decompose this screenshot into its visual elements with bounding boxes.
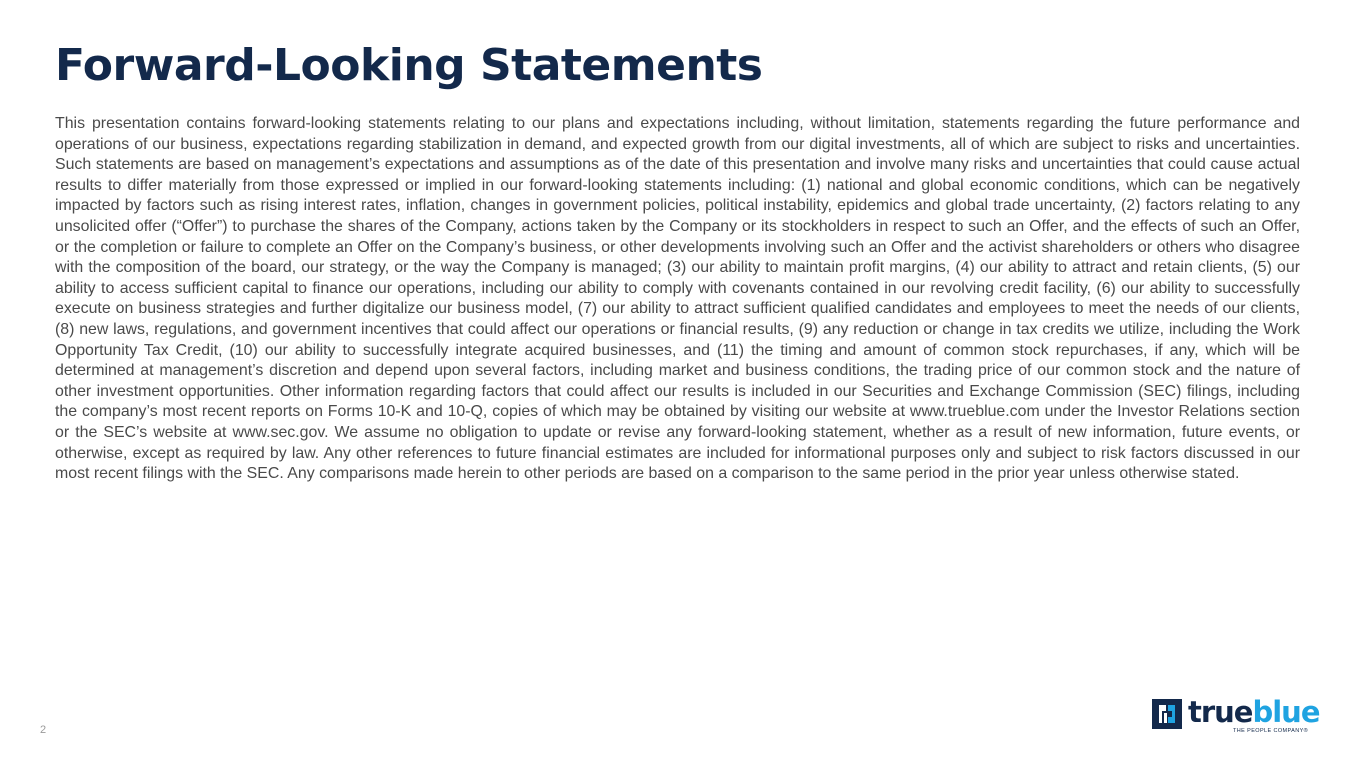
- trueblue-logo-mark-icon: [1152, 699, 1182, 729]
- logo-word-blue: blue: [1252, 695, 1320, 729]
- trueblue-logo: [1150, 697, 1320, 739]
- logo-wordmark: [1188, 695, 1320, 729]
- disclaimer-paragraph: This presentation contains forward-looking statements relating to our plans and expectations including, without limitation, statements regarding the future performance and operations of our business, expectations regarding stabilization in demand, and expected growth from our digital investments, all of which are subject to risks and uncertainties. Such statements are based on management’s expectations and assumptions as of the date of this presentation and involve many risks and uncertainties that could cause actual results to differ materially from those expressed or implied in our forward-looking statements including: (1) national and global economic conditions, which can be negatively impacted by factors such as rising interest rates, inflation, changes in government policies, political instability, epidemics and global trade uncertainty, (2) factors relating to any unsolicited offer (“Offer”) to purchase the shares of the Company, actions taken by the Company or its stockholders in respect to such an Offer, and the effects of such an Offer, or the completion or failure to complete an Offer on the Company’s business, or other developments involving such an Offer and the activist shareholders or others who disagree with the composition of the board, our strategy, or the way the Company is managed; (3) our ability to maintain profit margins, (4) our ability to attract and retain clients, (5) our ability to access sufficient capital to finance our operations, including our ability to comply with covenants contained in our revolving credit facility, (6) our ability to successfully execute on business strategies and further digitalize our business model, (7) our ability to attract sufficient qualified candidates and employees to meet the needs of our clients, (8) new laws, regulations, and government incentives that could affect our operations or financial results, (9) any reduction or change in tax credits we utilize, including the Work Opportunity Tax Credit, (10) our ability to successfully integrate acquired businesses, and (11) the timing and amount of common stock repurchases, if any, which will be determined at management’s discretion and depend upon several factors, including market and business conditions, the trading price of our common stock and the nature of other investment opportunities. Other information regarding factors that could affect our results is included in our Securities and Exchange Commission (SEC) filings, including the company’s most recent reports on Forms 10-K and 10-Q, copies of which may be obtained by visiting our website at www.trueblue.com under the Investor Relations section or the SEC’s website at www.sec.gov. We assume no obligation to update or revise any forward-looking statement, whether as a result of new information, future events, or otherwise, except as required by law. Any other references to future financial estimates are included for informational purposes only and subject to risk factors discussed in our most recent filings with the SEC. Any comparisons made herein to other periods are based on a comparison to the same period in the prior year unless otherwise stated.: [55, 115, 1300, 483]
- logo-tagline: THE PEOPLE COMPANY®: [1233, 728, 1309, 734]
- logo-word-true: true: [1188, 695, 1253, 729]
- page-number: 2: [40, 724, 47, 736]
- slide-title: Forward-Looking Statements: [55, 40, 763, 91]
